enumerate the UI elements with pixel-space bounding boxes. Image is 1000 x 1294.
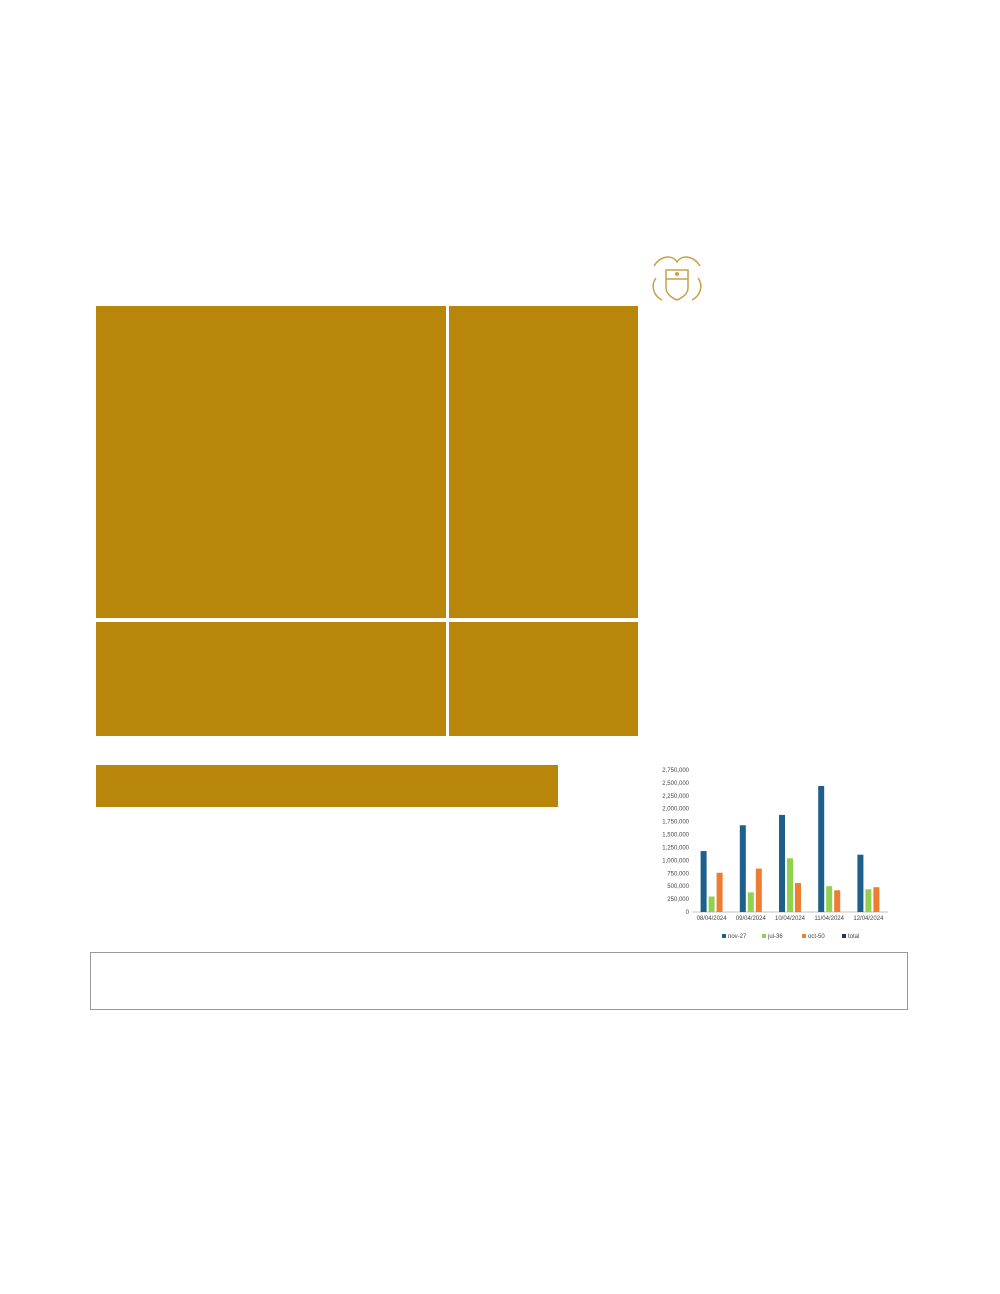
bar-oct-50 [834, 890, 840, 912]
coat-of-arms-icon [646, 252, 708, 306]
bar-oct-50 [756, 869, 762, 912]
x-tick-label: 10/04/2024 [774, 916, 806, 922]
y-tick-label: 750,000 [667, 871, 689, 878]
x-tick-label: 08/04/2024 [696, 916, 727, 922]
bar-jul-36 [826, 886, 832, 912]
y-tick-label: 0 [685, 910, 689, 916]
hacienda-logo [646, 252, 866, 306]
chart-bonds-bars [648, 766, 900, 946]
y-tick-label: 500,000 [667, 884, 689, 891]
bar-jul-36 [709, 897, 715, 912]
y-tick-label: 2,250,000 [662, 793, 689, 800]
legend-label: nov-27 [728, 934, 747, 940]
legend-swatch [842, 934, 846, 938]
bar-oct-50 [873, 887, 879, 912]
y-tick-label: 2,500,000 [662, 780, 689, 787]
bar-oct-50 [717, 873, 723, 912]
y-tick-label: 1,250,000 [662, 845, 689, 852]
legend-label: oct-50 [808, 934, 825, 940]
section-gap-line [96, 618, 638, 622]
chart-pesos [648, 322, 900, 522]
bar-nov-27 [779, 815, 785, 912]
y-tick-label: 2,750,000 [662, 768, 689, 774]
legend-swatch [762, 934, 766, 938]
bar-nov-27 [701, 851, 707, 912]
bar-jul-36 [865, 889, 871, 912]
legend-label: jul-36 [768, 934, 783, 940]
bar-oct-50 [795, 883, 801, 912]
bar-jul-36 [748, 892, 754, 912]
bar-nov-27 [857, 855, 863, 912]
legend-swatch [722, 934, 726, 938]
table-divider [446, 306, 449, 736]
y-tick-label: 1,750,000 [662, 819, 689, 826]
y-tick-label: 1,500,000 [662, 832, 689, 839]
x-tick-label: 09/04/2024 [735, 916, 766, 922]
weekly-header [96, 765, 558, 807]
main-table-frame [96, 306, 638, 736]
bar-jul-36 [787, 858, 793, 912]
legend-swatch [802, 934, 806, 938]
y-tick-label: 2,000,000 [662, 806, 689, 813]
y-tick-label: 1,000,000 [662, 858, 689, 865]
legend-label: total [848, 934, 860, 940]
disclaimer-box [90, 952, 908, 1010]
bar-nov-27 [740, 825, 746, 912]
chart-uvr [648, 542, 900, 764]
bar-nov-27 [818, 786, 824, 912]
x-tick-label: 12/04/2024 [853, 916, 884, 922]
y-tick-label: 250,000 [667, 897, 689, 904]
x-tick-label: 11/04/2024 [814, 916, 844, 922]
